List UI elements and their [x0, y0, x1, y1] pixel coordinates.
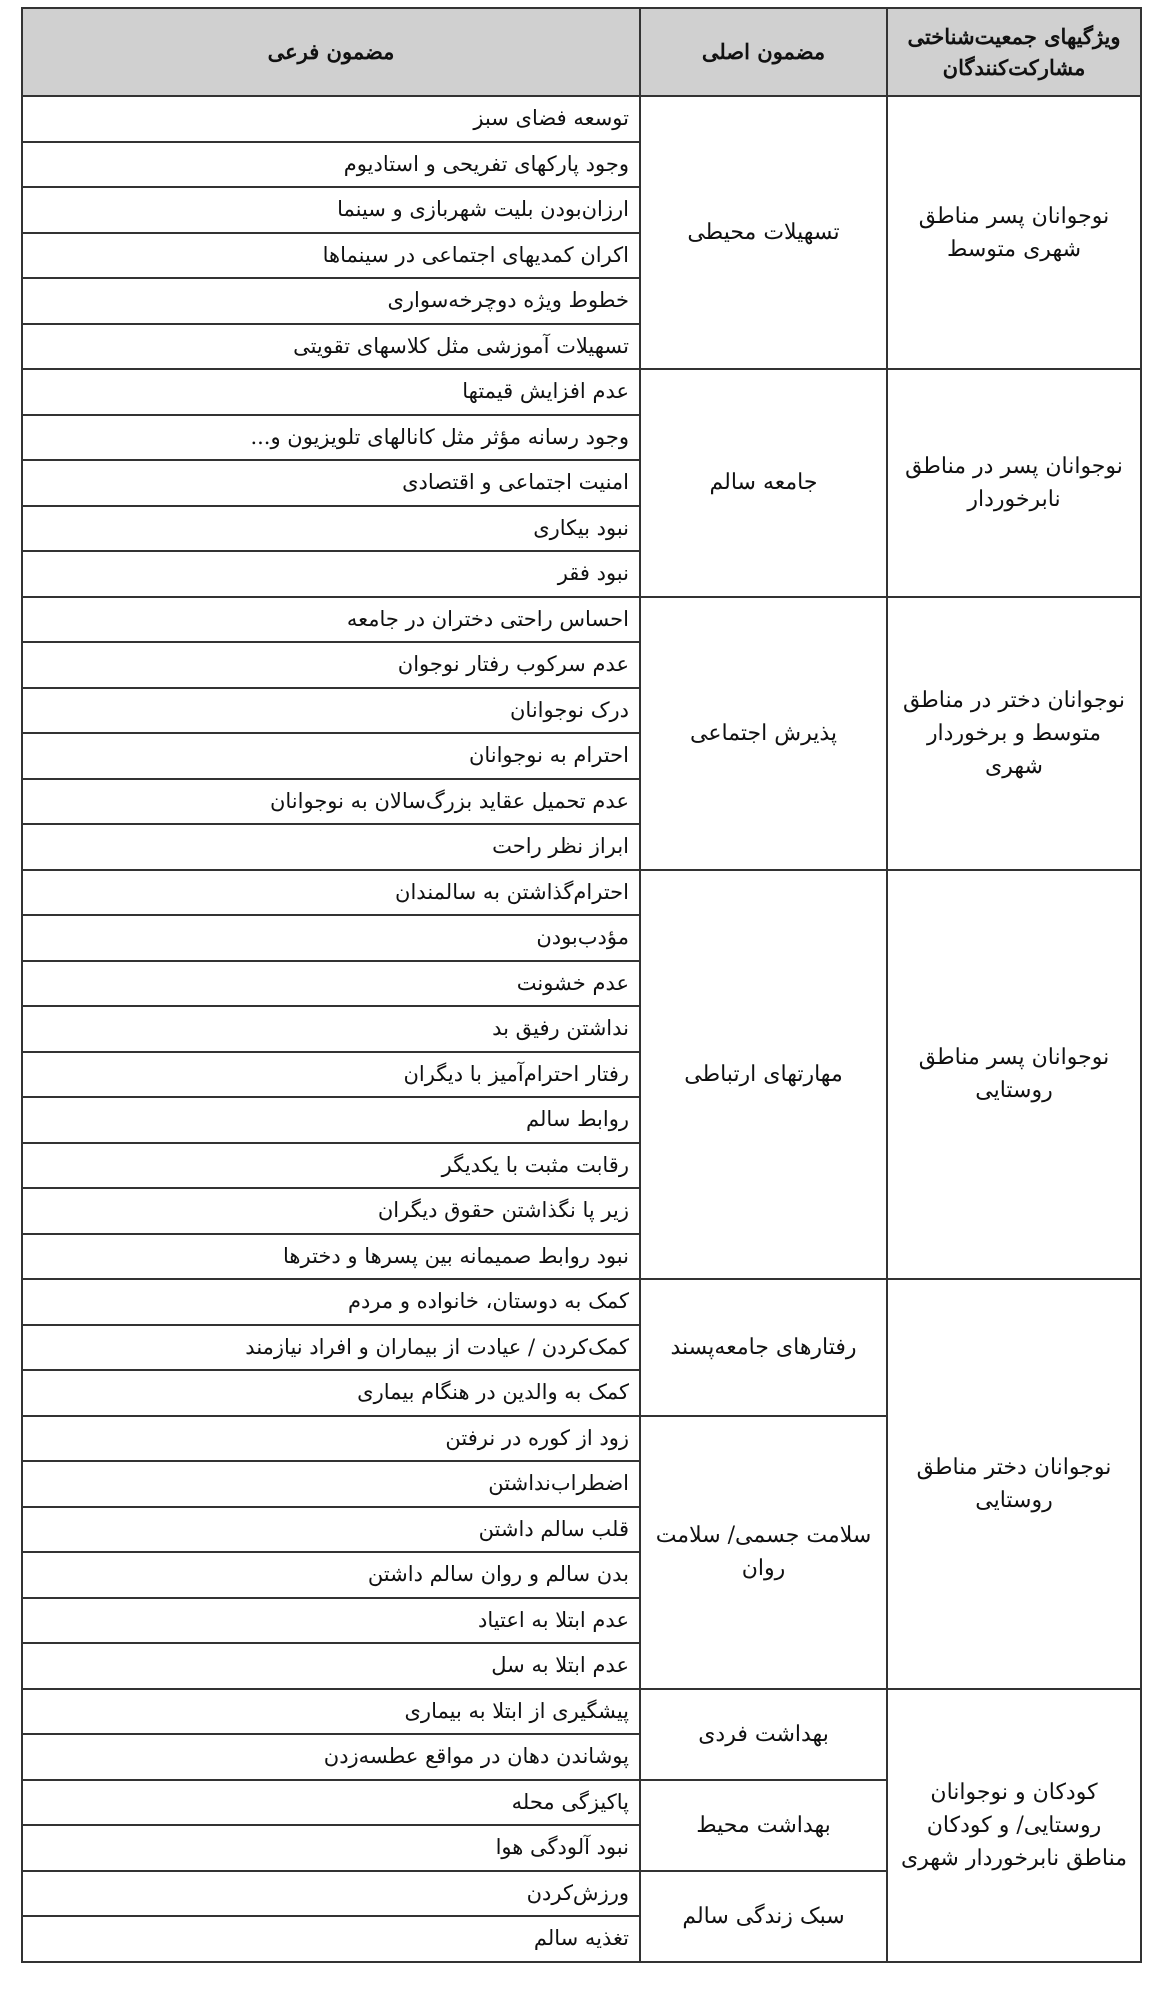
header-row [22, 8, 1141, 96]
header-sub-theme: مضمون فرعی [22, 8, 640, 96]
sub-theme-cell: وجود رسانه مؤثر مثل کانالهای تلویزیون و... [22, 415, 640, 461]
sub-theme-cell: پوشاندن دهان در مواقع عطسه‌زدن [22, 1734, 640, 1780]
demographic-cell: کودکان و نوجوانان روستایی/ و کودکان مناطق نابرخوردار شهری [887, 1689, 1141, 1962]
sub-theme-cell: کمک‌کردن / عیادت از بیماران و افراد نیازمند [22, 1325, 640, 1371]
sub-theme-cell: قلب سالم داشتن [22, 1507, 640, 1553]
demographic-cell: نوجوانان پسر مناطق روستایی [887, 870, 1141, 1280]
sub-theme-cell: عدم افزایش قیمتها [22, 369, 640, 415]
sub-theme-cell: احترام به نوجوانان [22, 733, 640, 779]
sub-theme-cell: تسهیلات آموزشی مثل کلاسهای تقویتی [22, 324, 640, 370]
table-row [22, 597, 1141, 643]
main-theme-cell: رفتارهای جامعه‌پسند [640, 1279, 887, 1416]
sub-theme-cell: اکران کمدیهای اجتماعی در سینماها [22, 233, 640, 279]
sub-theme-cell: ارزان‌بودن بلیت شهربازی و سینما [22, 187, 640, 233]
sub-theme-cell: نداشتن رفیق بد [22, 1006, 640, 1052]
sub-theme-cell: بدن سالم و روان سالم داشتن [22, 1552, 640, 1598]
sub-theme-cell: زود از کوره در نرفتن [22, 1416, 640, 1462]
sub-theme-cell: عدم تحمیل عقاید بزرگ‌سالان به نوجوانان [22, 779, 640, 825]
sub-theme-cell: وجود پارکهای تفریحی و استادیوم [22, 142, 640, 188]
table-row [22, 1689, 1141, 1735]
sub-theme-cell: پیشگیری از ابتلا به بیماری [22, 1689, 640, 1735]
sub-theme-cell: پاکیزگی محله [22, 1780, 640, 1826]
sub-theme-cell: عدم ابتلا به اعتیاد [22, 1598, 640, 1644]
sub-theme-cell: روابط سالم [22, 1097, 640, 1143]
sub-theme-cell: کمک به دوستان، خانواده و مردم [22, 1279, 640, 1325]
themes-table [21, 7, 1142, 1963]
sub-theme-cell: عدم سرکوب رفتار نوجوان [22, 642, 640, 688]
main-theme-cell: سلامت جسمی/ سلامت روان [640, 1416, 887, 1689]
sub-theme-cell: عدم ابتلا به سل [22, 1643, 640, 1689]
sub-theme-cell: نبود روابط صمیمانه بین پسرها و دخترها [22, 1234, 640, 1280]
table-row [22, 870, 1141, 916]
demographic-cell: نوجوانان پسر در مناطق نابرخوردار [887, 369, 1141, 597]
sub-theme-cell: درک نوجوانان [22, 688, 640, 734]
sub-theme-cell: عدم خشونت [22, 961, 640, 1007]
sub-theme-cell: نبود آلودگی هوا [22, 1825, 640, 1871]
sub-theme-cell: اضطراب‌نداشتن [22, 1461, 640, 1507]
table-row [22, 96, 1141, 142]
table-body [22, 96, 1141, 1962]
sub-theme-cell: کمک به والدین در هنگام بیماری [22, 1370, 640, 1416]
main-theme-cell: سبک زندگی سالم [640, 1871, 887, 1962]
main-theme-cell: جامعه سالم [640, 369, 887, 597]
sub-theme-cell: احترام‌گذاشتن به سالمندان [22, 870, 640, 916]
sub-theme-cell: مؤدب‌بودن [22, 915, 640, 961]
header-demographics: ویژگیهای جمعیت‌شناختی مشارکت‌کنندگان [887, 8, 1141, 96]
sub-theme-cell: توسعه فضای سبز [22, 96, 640, 142]
sub-theme-cell: زیر پا نگذاشتن حقوق دیگران [22, 1188, 640, 1234]
sub-theme-cell: نبود فقر [22, 551, 640, 597]
sub-theme-cell: ورزش‌کردن [22, 1871, 640, 1917]
demographic-cell: نوجوانان دختر در مناطق متوسط و برخوردار شهری [887, 597, 1141, 870]
main-theme-cell: بهداشت فردی [640, 1689, 887, 1780]
table-row [22, 369, 1141, 415]
demographic-cell: نوجوانان دختر مناطق روستایی [887, 1279, 1141, 1689]
main-theme-cell: تسهیلات محیطی [640, 96, 887, 369]
sub-theme-cell: نبود بیکاری [22, 506, 640, 552]
sub-theme-cell: احساس راحتی دختران در جامعه [22, 597, 640, 643]
sub-theme-cell: تغذیه سالم [22, 1916, 640, 1962]
sub-theme-cell: ابراز نظر راحت [22, 824, 640, 870]
sub-theme-cell: خطوط ویژه دوچرخه‌سواری [22, 278, 640, 324]
header-main-theme: مضمون اصلی [640, 8, 887, 96]
sub-theme-cell: رقابت مثبت با یکدیگر [22, 1143, 640, 1189]
demographic-cell: نوجوانان پسر مناطق شهری متوسط [887, 96, 1141, 369]
main-theme-cell: بهداشت محیط [640, 1780, 887, 1871]
sub-theme-cell: امنیت اجتماعی و اقتصادی [22, 460, 640, 506]
table-row [22, 1279, 1141, 1325]
main-theme-cell: مهارتهای ارتباطی [640, 870, 887, 1280]
sub-theme-cell: رفتار احترام‌آمیز با دیگران [22, 1052, 640, 1098]
main-theme-cell: پذیرش اجتماعی [640, 597, 887, 870]
